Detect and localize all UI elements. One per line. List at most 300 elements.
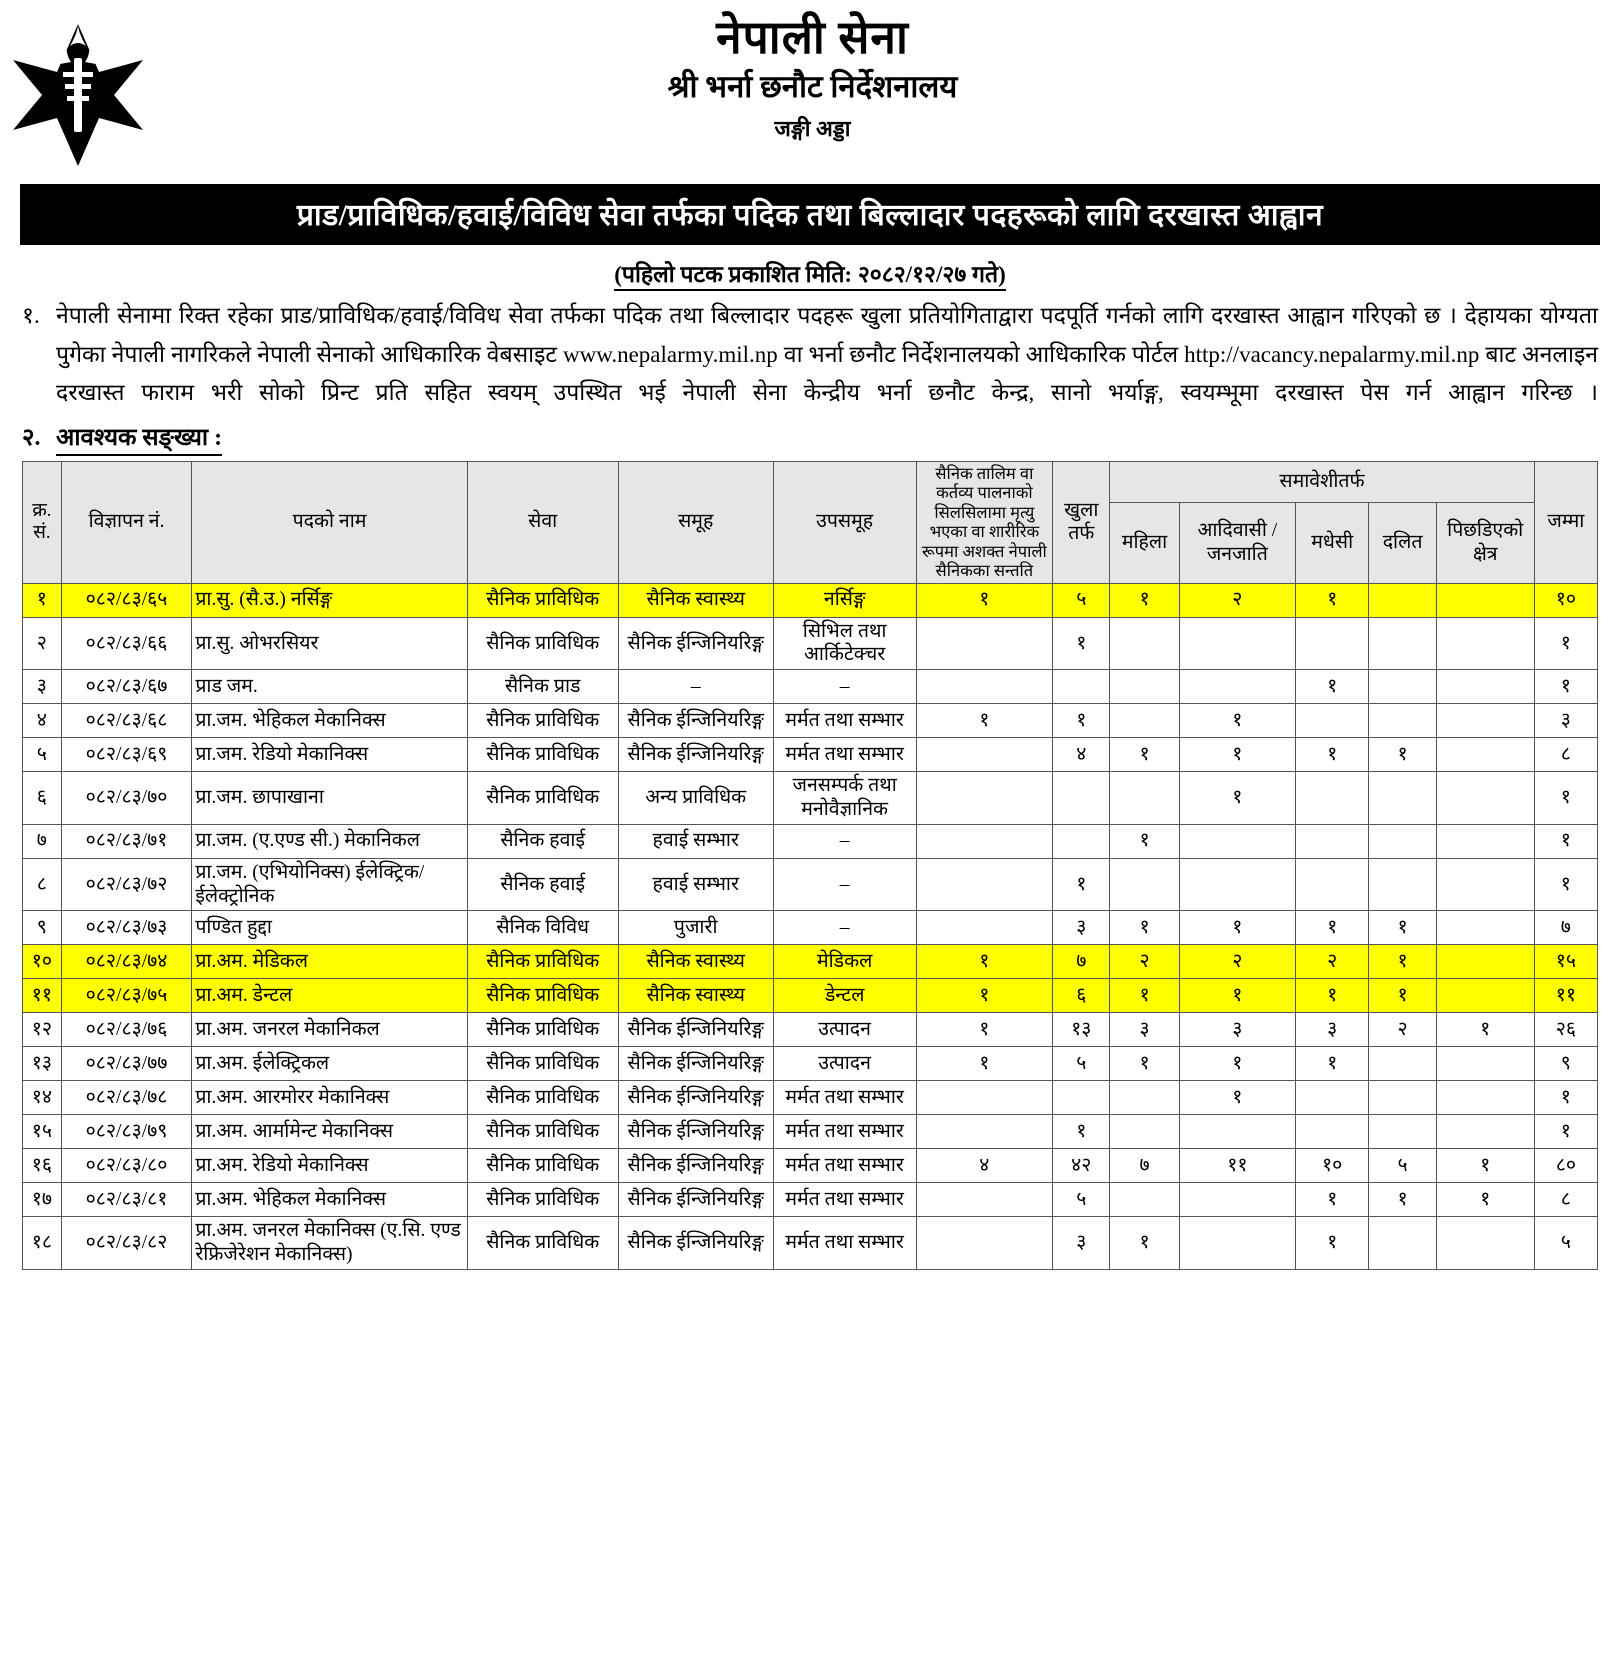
cell-backward [1436,858,1534,911]
cell-ad-no: ०८२/८३/८१ [61,1183,192,1217]
th-sn: क्र. सं. [23,461,62,583]
cell-ad-no: ०८२/८३/७३ [61,911,192,945]
cell-open: ४ [1053,738,1110,772]
cell-madhesi: १ [1295,911,1368,945]
cell-group: सैनिक ईन्जिनियरिङ्ग [618,1081,773,1115]
cell-service: सैनिक प्राविधिक [467,979,618,1013]
cell-open: ७ [1053,945,1110,979]
cell-open: ४२ [1053,1149,1110,1183]
vacancy-table [22,461,1598,1270]
cell-ad-no: ०८२/८३/७१ [61,824,192,858]
th-female: महिला [1110,502,1179,583]
cell-subgroup: मेडिकल [773,945,916,979]
cell-post-name: प्रा.अम. रेडियो मेकानिक्स [192,1149,467,1183]
cell-service: सैनिक हवाई [467,858,618,911]
cell-sn: ५ [23,738,62,772]
cell-backward: १ [1436,1013,1534,1047]
table-row [23,1013,1598,1047]
cell-total: १ [1534,824,1597,858]
th-indigenous: आदिवासी / जनजाति [1179,502,1295,583]
cell-martyr: १ [916,583,1053,617]
cell-open: १ [1053,617,1110,670]
cell-sn: ६ [23,772,62,825]
cell-martyr [916,1081,1053,1115]
cell-female [1110,1183,1179,1217]
cell-open: १ [1053,858,1110,911]
th-total: जम्मा [1534,461,1597,583]
cell-female: १ [1110,583,1179,617]
cell-service: सैनिक हवाई [467,824,618,858]
table-row [23,945,1598,979]
cell-group: सैनिक ईन्जिनियरिङ्ग [618,738,773,772]
cell-dalit: १ [1369,979,1436,1013]
cell-subgroup: मर्मत तथा सम्भार [773,1081,916,1115]
cell-madhesi [1295,858,1368,911]
cell-madhesi [1295,1081,1368,1115]
cell-total: ८० [1534,1149,1597,1183]
cell-martyr [916,1217,1053,1270]
th-inclusive-group: समावेशीतर्फ [1110,461,1534,502]
cell-subgroup: – [773,911,916,945]
cell-subgroup: उत्पादन [773,1013,916,1047]
cell-sn: १० [23,945,62,979]
cell-backward [1436,772,1534,825]
cell-martyr: ४ [916,1149,1053,1183]
cell-total: ९ [1534,1047,1597,1081]
cell-total: १ [1534,617,1597,670]
cell-post-name: प्रा.जम. रेडियो मेकानिक्स [192,738,467,772]
cell-indigenous: १ [1179,704,1295,738]
cell-open [1053,1081,1110,1115]
table-row [23,772,1598,825]
cell-backward [1436,1217,1534,1270]
cell-martyr: १ [916,1013,1053,1047]
cell-subgroup: उत्पादन [773,1047,916,1081]
cell-dalit [1369,1047,1436,1081]
clause-1-text: नेपाली सेनामा रिक्त रहेका प्राड/प्राविधिक/हवाई/विविध सेवा तर्फका पदिक तथा बिल्लादार पदहरू खुला प्रतियोगिताद्वारा पदपूर्ति गर्नको लागि दरखास्त आह्वान गरिएको छ । देहायका योग्यता पुगेका नेपाली नागरिकले नेपाली सेनाको आधिकारिक वेबसाइट www.nepalarmy.mil.np वा भर्ना छनौट निर्देशनालयको आधिकारिक पोर्टल http://vacancy.nepalarmy.mil.np बाट अनलाइन दरखास्त फाराम भरी सोको प्रिन्ट प्रति सहित स्वयम् उपस्थित भई नेपाली सेना केन्द्रीय भर्ना छनौट केन्द्र, सानो भर्याङ्ग, स्वयम्भूमा दरखास्त पेस गर्न आह्वान गरिन्छ । [56,303,1598,406]
cell-service: सैनिक प्राविधिक [467,1013,618,1047]
clause-1 [22,297,1598,413]
cell-sn: १३ [23,1047,62,1081]
cell-group: सैनिक ईन्जिनियरिङ्ग [618,704,773,738]
cell-total: १ [1534,1081,1597,1115]
cell-madhesi [1295,617,1368,670]
cell-total: १ [1534,1115,1597,1149]
cell-subgroup: सिभिल तथा आर्किटेक्चर [773,617,916,670]
cell-sn: ४ [23,704,62,738]
table-row [23,824,1598,858]
table-row [23,1217,1598,1270]
cell-total: ५ [1534,1217,1597,1270]
cell-post-name: प्रा.सु. ओभरसियर [192,617,467,670]
cell-female: १ [1110,738,1179,772]
cell-open [1053,824,1110,858]
cell-dalit [1369,1217,1436,1270]
clause-2 [22,420,1598,456]
cell-service: सैनिक प्राविधिक [467,583,618,617]
cell-martyr [916,617,1053,670]
cell-service: सैनिक प्राविधिक [467,1115,618,1149]
cell-female [1110,1115,1179,1149]
th-service: सेवा [467,461,618,583]
cell-subgroup: मर्मत तथा सम्भार [773,1183,916,1217]
cell-indigenous [1179,858,1295,911]
th-madhesi: मधेसी [1295,502,1368,583]
cell-service: सैनिक प्राविधिक [467,1149,618,1183]
table-row [23,858,1598,911]
cell-martyr: १ [916,704,1053,738]
cell-post-name: पण्डित हुद्दा [192,911,467,945]
cell-female [1110,617,1179,670]
cell-backward [1436,617,1534,670]
table-row [23,704,1598,738]
cell-dalit [1369,824,1436,858]
cell-total: ११ [1534,979,1597,1013]
cell-indigenous: १ [1179,1047,1295,1081]
cell-service: सैनिक प्राविधिक [467,738,618,772]
cell-post-name: प्रा.अम. आरमोरर मेकानिक्स [192,1081,467,1115]
cell-service: सैनिक प्राविधिक [467,1047,618,1081]
table-row [23,1047,1598,1081]
cell-dalit [1369,670,1436,704]
cell-sn: २ [23,617,62,670]
table-row [23,979,1598,1013]
cell-service: सैनिक प्राड [467,670,618,704]
cell-madhesi [1295,824,1368,858]
cell-martyr: १ [916,979,1053,1013]
cell-backward [1436,704,1534,738]
cell-indigenous: १ [1179,979,1295,1013]
cell-total: १ [1534,772,1597,825]
cell-group: – [618,670,773,704]
cell-dalit [1369,704,1436,738]
cell-service: सैनिक विविध [467,911,618,945]
cell-subgroup: – [773,824,916,858]
directorate-name: श्री भर्ना छनौट निर्देशनालय [667,69,958,105]
cell-female: ३ [1110,1013,1179,1047]
th-backward-region: पिछडिएको क्षेत्र [1436,502,1534,583]
cell-ad-no: ०८२/८३/७० [61,772,192,825]
cell-backward [1436,583,1534,617]
document-header [0,0,1620,170]
page-title: नेपाली सेना [716,12,909,63]
cell-madhesi [1295,1115,1368,1149]
cell-madhesi: १ [1295,670,1368,704]
cell-sn: १८ [23,1217,62,1270]
cell-ad-no: ०८२/८३/७५ [61,979,192,1013]
cell-open: ६ [1053,979,1110,1013]
clause-2-number: २. [22,424,41,451]
cell-open: ५ [1053,583,1110,617]
cell-total: १ [1534,858,1597,911]
cell-female [1110,772,1179,825]
th-group: समूह [618,461,773,583]
cell-ad-no: ०८२/८३/७९ [61,1115,192,1149]
cell-female [1110,704,1179,738]
cell-madhesi: १ [1295,738,1368,772]
cell-open: ५ [1053,1047,1110,1081]
cell-madhesi: १ [1295,583,1368,617]
cell-female [1110,858,1179,911]
table-row [23,1183,1598,1217]
cell-post-name: प्रा.अम. जनरल मेकानिक्स (ए.सि. एण्ड रेफ्रिजेरेशन मेकानिक्स) [192,1217,467,1270]
table-row [23,670,1598,704]
cell-indigenous [1179,1183,1295,1217]
cell-subgroup: – [773,670,916,704]
cell-dalit: १ [1369,738,1436,772]
cell-sn: ३ [23,670,62,704]
th-ad-no: विज्ञापन नं. [61,461,192,583]
cell-post-name: प्रा.जम. (ए.एण्ड सी.) मेकानिकल [192,824,467,858]
th-martyr-descendant: सैनिक तालिम वा कर्तव्य पालनाको सिलसिलामा मृत्यु भएका वा शारीरिक रूपमा अशक्त नेपाली सैनिकका सन्तति [916,461,1053,583]
cell-backward: १ [1436,1183,1534,1217]
cell-backward [1436,945,1534,979]
cell-ad-no: ०८२/८३/७४ [61,945,192,979]
cell-sn: ११ [23,979,62,1013]
cell-indigenous: ३ [1179,1013,1295,1047]
cell-subgroup: मर्मत तथा सम्भार [773,1149,916,1183]
cell-sn: १६ [23,1149,62,1183]
cell-female: १ [1110,1047,1179,1081]
cell-subgroup: मर्मत तथा सम्भार [773,1115,916,1149]
cell-martyr [916,738,1053,772]
cell-indigenous: १ [1179,738,1295,772]
cell-indigenous [1179,617,1295,670]
cell-dalit: १ [1369,945,1436,979]
cell-group: सैनिक ईन्जिनियरिङ्ग [618,1013,773,1047]
cell-open: ३ [1053,1217,1110,1270]
cell-open: १ [1053,704,1110,738]
cell-indigenous [1179,670,1295,704]
cell-madhesi: १ [1295,1217,1368,1270]
cell-madhesi [1295,704,1368,738]
table-row [23,583,1598,617]
cell-dalit [1369,858,1436,911]
table-row [23,1081,1598,1115]
cell-indigenous: १ [1179,1081,1295,1115]
cell-indigenous: २ [1179,583,1295,617]
cell-dalit: २ [1369,1013,1436,1047]
nepal-army-star-trident-crest-icon [0,14,155,170]
cell-total: १ [1534,670,1597,704]
cell-dalit [1369,583,1436,617]
cell-subgroup: मर्मत तथा सम्भार [773,704,916,738]
cell-group: सैनिक ईन्जिनियरिङ्ग [618,1149,773,1183]
table-row [23,738,1598,772]
cell-ad-no: ०८२/८३/६९ [61,738,192,772]
cell-female [1110,1081,1179,1115]
cell-ad-no: ०८२/८३/६६ [61,617,192,670]
cell-sn: ७ [23,824,62,858]
cell-post-name: प्रा.जम. भेहिकल मेकानिक्स [192,704,467,738]
cell-total: १५ [1534,945,1597,979]
cell-madhesi: १ [1295,1047,1368,1081]
cell-martyr: १ [916,1047,1053,1081]
cell-backward [1436,1081,1534,1115]
cell-open [1053,772,1110,825]
cell-indigenous: ११ [1179,1149,1295,1183]
cell-indigenous: १ [1179,911,1295,945]
cell-total: ८ [1534,738,1597,772]
cell-madhesi: १ [1295,979,1368,1013]
cell-group: सैनिक स्वास्थ्य [618,583,773,617]
cell-madhesi: १ [1295,1183,1368,1217]
cell-subgroup: डेन्टल [773,979,916,1013]
cell-sn: ८ [23,858,62,911]
cell-backward: १ [1436,1149,1534,1183]
cell-dalit [1369,772,1436,825]
table-body [23,583,1598,1269]
cell-dalit [1369,1115,1436,1149]
cell-post-name: प्राड जम. [192,670,467,704]
cell-madhesi: १० [1295,1149,1368,1183]
cell-sn: १५ [23,1115,62,1149]
cell-service: सैनिक प्राविधिक [467,1183,618,1217]
announcement-banner: प्राड/प्राविधिक/हवाई/विविध सेवा तर्फका पदिक तथा बिल्लादार पदहरूको लागि दरखास्त आह्वान [20,184,1600,245]
cell-backward [1436,1047,1534,1081]
cell-group: अन्य प्राविधिक [618,772,773,825]
table-row [23,911,1598,945]
cell-open [1053,670,1110,704]
cell-sn: १७ [23,1183,62,1217]
cell-martyr [916,670,1053,704]
cell-group: सैनिक स्वास्थ्य [618,945,773,979]
cell-female: १ [1110,911,1179,945]
cell-subgroup: मर्मत तथा सम्भार [773,738,916,772]
clause-1-number: १. [22,303,40,328]
cell-total: ८ [1534,1183,1597,1217]
cell-group: सैनिक ईन्जिनियरिङ्ग [618,1183,773,1217]
th-dalit: दलित [1369,502,1436,583]
cell-subgroup: मर्मत तथा सम्भार [773,1217,916,1270]
cell-indigenous: १ [1179,772,1295,825]
cell-martyr [916,911,1053,945]
cell-martyr [916,824,1053,858]
cell-female: १ [1110,1217,1179,1270]
th-subgroup: उपसमूह [773,461,916,583]
cell-female [1110,670,1179,704]
cell-ad-no: ०८२/८३/७७ [61,1047,192,1081]
cell-ad-no: ०८२/८३/६८ [61,704,192,738]
cell-service: सैनिक प्राविधिक [467,945,618,979]
cell-total: ७ [1534,911,1597,945]
cell-backward [1436,911,1534,945]
cell-martyr: १ [916,945,1053,979]
cell-sn: ९ [23,911,62,945]
cell-open: ५ [1053,1183,1110,1217]
cell-group: सैनिक ईन्जिनियरिङ्ग [618,1217,773,1270]
cell-group: पुजारी [618,911,773,945]
cell-group: सैनिक ईन्जिनियरिङ्ग [618,617,773,670]
cell-post-name: प्रा.जम. (एभियोनिक्स) ईलेक्ट्रिक/ईलेक्ट्रोनिक [192,858,467,911]
cell-indigenous [1179,824,1295,858]
table-row [23,1115,1598,1149]
cell-total: १० [1534,583,1597,617]
th-open: खुला तर्फ [1053,461,1110,583]
table-header-row-1 [23,461,1598,502]
cell-total: २६ [1534,1013,1597,1047]
cell-ad-no: ०८२/८३/८२ [61,1217,192,1270]
cell-backward [1436,670,1534,704]
cell-sn: १ [23,583,62,617]
cell-service: सैनिक प्राविधिक [467,617,618,670]
cell-post-name: प्रा.अम. आर्मामेन्ट मेकानिक्स [192,1115,467,1149]
cell-indigenous: २ [1179,945,1295,979]
cell-group: हवाई सम्भार [618,824,773,858]
table-row [23,617,1598,670]
cell-ad-no: ०८२/८३/७८ [61,1081,192,1115]
cell-subgroup: – [773,858,916,911]
cell-sn: १४ [23,1081,62,1115]
cell-martyr [916,1183,1053,1217]
cell-madhesi: २ [1295,945,1368,979]
hq-name: जङ्गी अड्डा [774,116,851,142]
cell-ad-no: ०८२/८३/८० [61,1149,192,1183]
cell-post-name: प्रा.अम. ईलेक्ट्रिकल [192,1047,467,1081]
cell-dalit: १ [1369,911,1436,945]
cell-indigenous [1179,1217,1295,1270]
cell-female: ७ [1110,1149,1179,1183]
cell-open: १ [1053,1115,1110,1149]
table-row [23,1149,1598,1183]
cell-female: १ [1110,979,1179,1013]
cell-madhesi [1295,772,1368,825]
cell-martyr [916,772,1053,825]
cell-female: २ [1110,945,1179,979]
cell-martyr [916,1115,1053,1149]
cell-dalit [1369,1081,1436,1115]
cell-total: ३ [1534,704,1597,738]
cell-female: १ [1110,824,1179,858]
publish-date-text: (पहिलो पटक प्रकाशित मिति: २०८२/१२/२७ गते) [614,262,1006,291]
cell-group: सैनिक ईन्जिनियरिङ्ग [618,1047,773,1081]
cell-post-name: प्रा.जम. छापाखाना [192,772,467,825]
cell-backward [1436,1115,1534,1149]
cell-backward [1436,824,1534,858]
cell-subgroup: नर्सिङ्ग [773,583,916,617]
th-post-name: पदको नाम [192,461,467,583]
cell-post-name: प्रा.अम. डेन्टल [192,979,467,1013]
cell-service: सैनिक प्राविधिक [467,704,618,738]
cell-subgroup: जनसम्पर्क तथा मनोवैज्ञानिक [773,772,916,825]
cell-service: सैनिक प्राविधिक [467,1081,618,1115]
cell-madhesi: ३ [1295,1013,1368,1047]
clause-2-title: आवश्यक सङ्ख्या : [56,420,222,456]
cell-group: सैनिक स्वास्थ्य [618,979,773,1013]
cell-sn: १२ [23,1013,62,1047]
cell-group: सैनिक ईन्जिनियरिङ्ग [618,1115,773,1149]
cell-indigenous [1179,1115,1295,1149]
cell-ad-no: ०८२/८३/७६ [61,1013,192,1047]
cell-post-name: प्रा.अम. मेडिकल [192,945,467,979]
cell-martyr [916,858,1053,911]
cell-dalit: ५ [1369,1149,1436,1183]
cell-backward [1436,979,1534,1013]
cell-open: ३ [1053,911,1110,945]
cell-service: सैनिक प्राविधिक [467,772,618,825]
cell-dalit [1369,617,1436,670]
cell-service: सैनिक प्राविधिक [467,1217,618,1270]
cell-ad-no: ०८२/८३/६५ [61,583,192,617]
publish-date [0,257,1620,289]
cell-open: १३ [1053,1013,1110,1047]
cell-post-name: प्रा.अम. भेहिकल मेकानिक्स [192,1183,467,1217]
cell-ad-no: ०८२/८३/७२ [61,858,192,911]
cell-post-name: प्रा.सु. (सै.उ.) नर्सिङ्ग [192,583,467,617]
cell-group: हवाई सम्भार [618,858,773,911]
cell-dalit: १ [1369,1183,1436,1217]
cell-backward [1436,738,1534,772]
